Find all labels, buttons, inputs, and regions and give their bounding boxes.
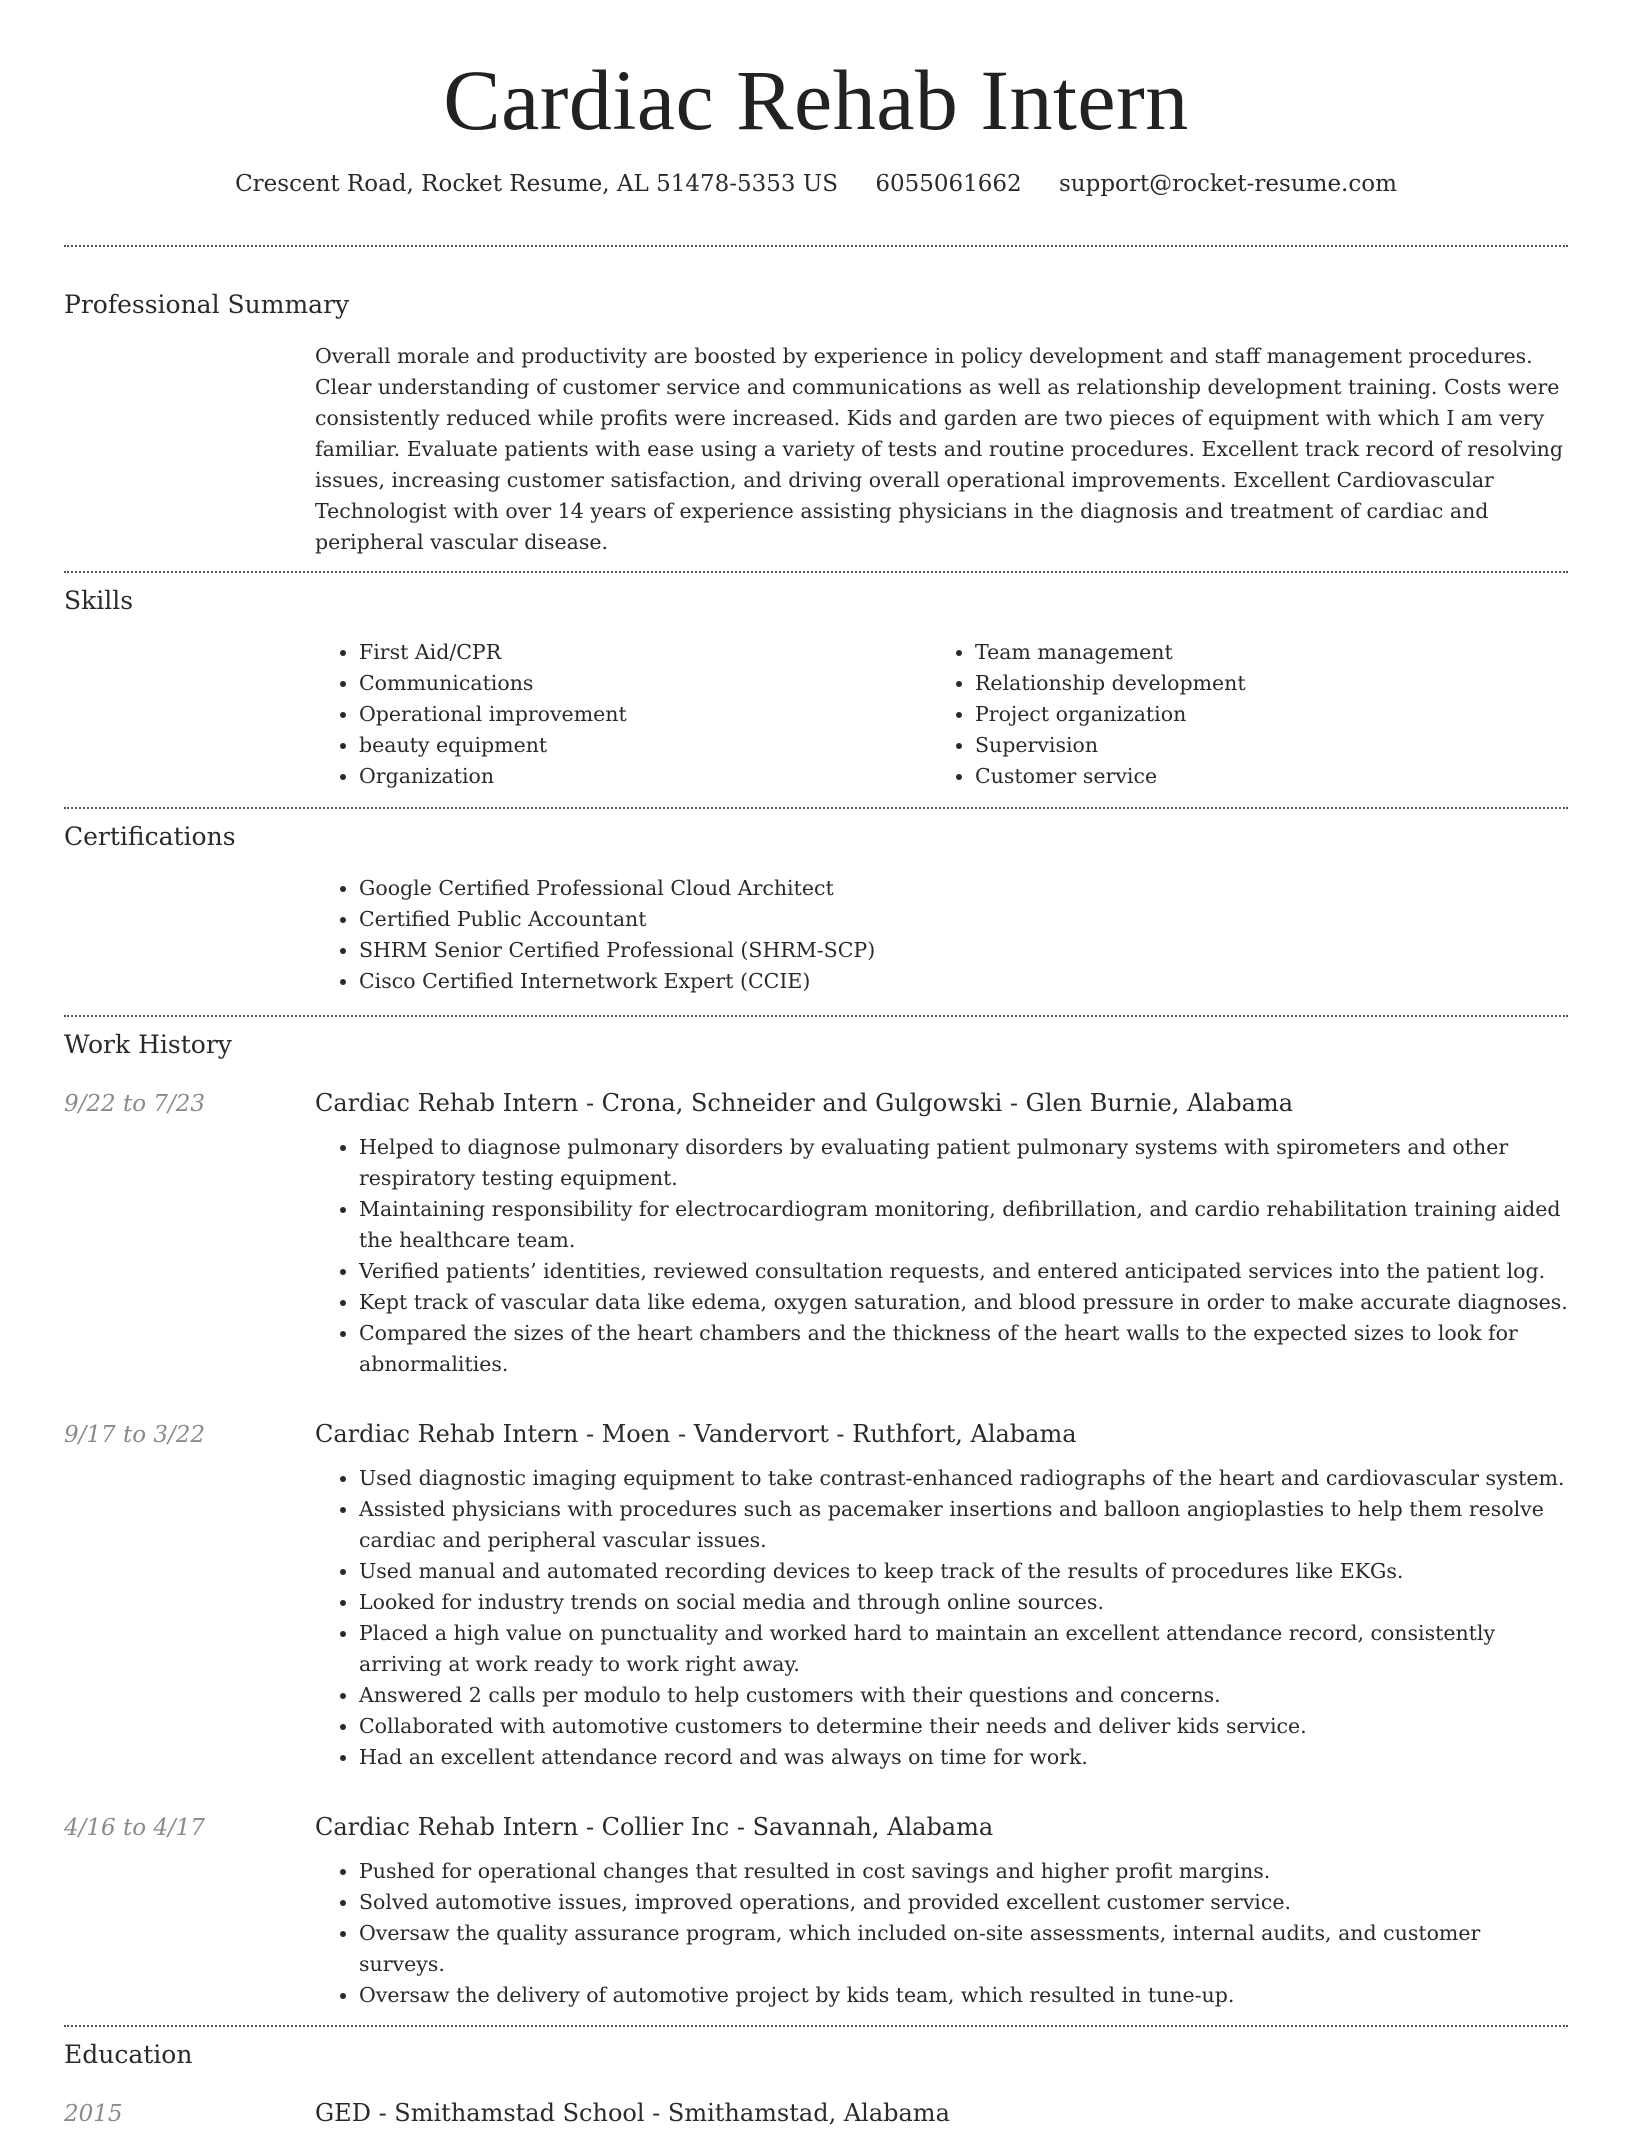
job-bullet: • Assisted physicians with procedures such as pacemaker insertions and balloon angioplasties to help them resolve cardiac and peripheral vascular issues. [359,1494,1568,1556]
summary-section [64,288,1568,558]
certification-item: • Certified Public Accountant [359,904,1568,935]
job-bullet: • Had an excellent attendance record and was always on time for work. [359,1742,1568,1773]
job-bullet: • Looked for industry trends on social media and through online sources. [359,1587,1568,1618]
skill-item: • Team management [975,637,1547,668]
skill-item: • Customer service [975,761,1547,792]
job-title: Cardiac Rehab Intern - Collier Inc - Savannah, Alabama [315,1813,994,1841]
section-divider [64,245,1568,247]
certifications-list [315,873,1568,997]
job-bullet: • Kept track of vascular data like edema, oxygen saturation, and blood pressure in order to make accurate diagnoses. [359,1287,1568,1318]
job-date: 4/16 to 4/17 [64,1815,206,1841]
skill-item: • Operational improvement [359,699,931,730]
summary-text: Overall morale and productivity are boosted by experience in policy development and staff management procedures. Clear understanding of customer service and communications as well as relationship development training. Costs were consistently reduced while profits were increased. Kids and garden are two pieces of equipment with which I am very familiar. Evaluate patients with ease using a variety of tests and routine procedures. Excellent track record of resolving issues, increasing customer satisfaction, and driving overall operational improvements. Excellent Cardiovascular Technologist with over 14 years of experience assisting physicians in the diagnosis and treatment of cardiac and peripheral vascular disease. [315,344,1563,554]
skill-item: • Organization [359,761,931,792]
job-bullet: • Answered 2 calls per modulo to help customers with their questions and concerns. [359,1680,1568,1711]
job-bullet: • Verified patients’ identities, reviewed consultation requests, and entered anticipated services into the patient log. [359,1256,1568,1287]
skills-section [64,584,1568,792]
job-date: 9/22 to 7/23 [64,1091,206,1117]
job-bullet: • Placed a high value on punctuality and worked hard to maintain an excellent attendance record, consistently arriving at work ready to work right away. [359,1618,1568,1680]
resume-page [64,0,1568,2131]
certification-item: • Cisco Certified Internetwork Expert (CCIE) [359,966,1568,997]
contact-email: support@rocket-resume.com [1058,171,1397,197]
certification-item: • SHRM Senior Certified Professional (SHRM-SCP) [359,935,1568,966]
section-divider [64,1015,1568,1017]
job-entry [64,1417,1568,1773]
job-bullets [315,1856,1568,2011]
skills-column-right [931,637,1547,792]
contact-phone: 6055061662 [875,171,1022,197]
skill-item: • Relationship development [975,668,1547,699]
resume-header [64,0,1568,200]
skills-list [315,637,1568,792]
job-title: Cardiac Rehab Intern - Moen - Vandervort - Ruthfort, Alabama [315,1420,1077,1448]
section-title-work: Work History [64,1030,232,1059]
skill-item: • beauty equipment [359,730,931,761]
job-bullets [315,1132,1568,1380]
job-bullet: • Oversaw the delivery of automotive project by kids team, which resulted in tune-up. [359,1980,1568,2011]
certification-item: • Google Certified Professional Cloud Architect [359,873,1568,904]
job-bullet: • Solved automotive issues, improved operations, and provided excellent customer service. [359,1887,1568,1918]
job-bullet: • Compared the sizes of the heart chambers and the thickness of the heart walls to the expected sizes to look for abnormalities. [359,1318,1568,1380]
job-bullet: • Pushed for operational changes that resulted in cost savings and higher profit margins. [359,1856,1568,1887]
skill-item: • Communications [359,668,931,699]
job-bullet: • Used manual and automated recording devices to keep track of the results of procedures like EKGs. [359,1556,1568,1587]
section-title-education: Education [64,2040,193,2069]
work-history-section [64,1028,1568,2011]
section-title-summary: Professional Summary [64,290,350,319]
section-divider [64,571,1568,573]
education-section [64,2038,1568,2131]
job-bullet: • Helped to diagnose pulmonary disorders by evaluating patient pulmonary systems with spirometers and other respiratory testing equipment. [359,1132,1568,1194]
job-entry [64,1086,1568,1380]
skill-item: • Supervision [975,730,1547,761]
education-title: GED - Smithamstad School - Smithamstad, Alabama [315,2099,950,2127]
education-entry [64,2096,1568,2131]
education-date: 2015 [64,2101,123,2127]
job-bullet: • Used diagnostic imaging equipment to take contrast-enhanced radiographs of the heart and cardiovascular system. [359,1463,1568,1494]
skill-item: • First Aid/CPR [359,637,931,668]
job-title: Cardiac Rehab Intern - Crona, Schneider and Gulgowski - Glen Burnie, Alabama [315,1089,1293,1117]
skills-column-left [315,637,931,792]
job-bullet: • Maintaining responsibility for electrocardiogram monitoring, defibrillation, and cardio rehabilitation training aided the healthcare team. [359,1194,1568,1256]
job-date: 9/17 to 3/22 [64,1422,206,1448]
contact-address: Crescent Road, Rocket Resume, AL 51478-5353 US [235,171,839,197]
job-bullets [315,1463,1568,1773]
job-entry [64,1810,1568,2011]
certifications-section [64,820,1568,997]
job-bullet: • Oversaw the quality assurance program, which included on-site assessments, internal audits, and customer surveys. [359,1918,1568,1980]
section-title-skills: Skills [64,586,134,615]
contact-line [64,168,1568,200]
section-title-certifications: Certifications [64,822,236,851]
section-divider [64,807,1568,809]
job-bullet: • Collaborated with automotive customers to determine their needs and deliver kids service. [359,1711,1568,1742]
candidate-name: Cardiac Rehab Intern [443,52,1189,148]
section-divider [64,2025,1568,2027]
skill-item: • Project organization [975,699,1547,730]
